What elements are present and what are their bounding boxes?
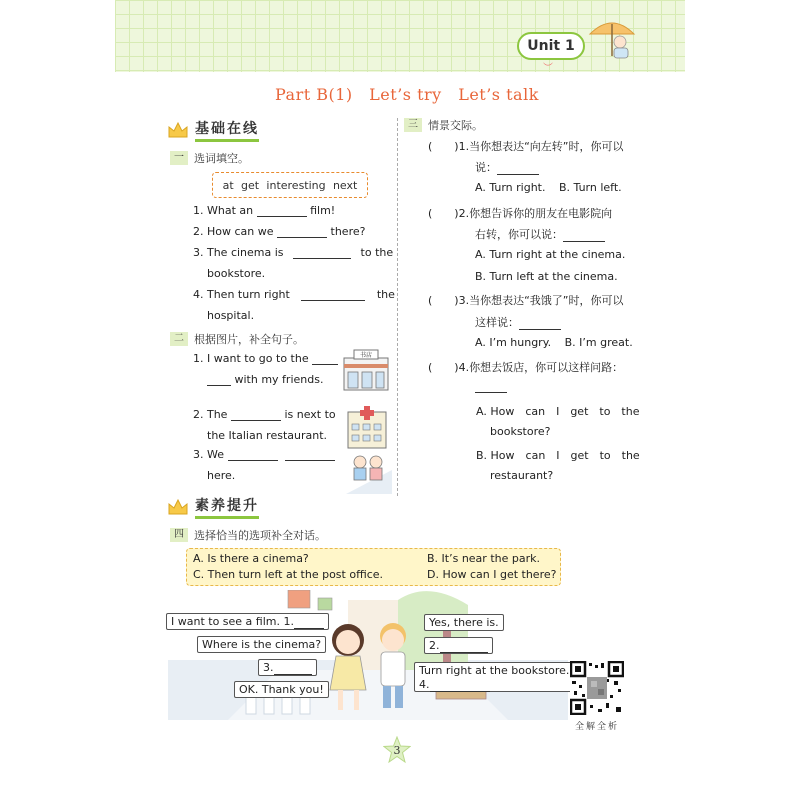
q2-item-3-cont: here. <box>207 469 236 482</box>
answer-blank[interactable] <box>274 674 312 675</box>
qr-code-icon[interactable] <box>570 661 624 715</box>
q2-item-2-text: 2. The <box>193 408 228 421</box>
question-number: 三 <box>404 118 422 132</box>
answer-blank[interactable] <box>440 652 488 653</box>
q3-item-4-text: 你想去饭店，你可以这样问路： <box>469 361 624 374</box>
dialog-bubble-girl-2: Where is the cinema? <box>197 636 326 653</box>
dialogue-scene-illustration <box>168 590 568 720</box>
answer-blank[interactable] <box>231 420 281 421</box>
answer-blank[interactable] <box>207 385 231 386</box>
option-b: B. I’m great. <box>564 336 633 349</box>
column-divider <box>397 118 398 496</box>
word-bank-item: next <box>332 178 358 192</box>
answer-blank[interactable] <box>497 174 539 175</box>
q1-item-3 <box>193 246 393 259</box>
question-2-head <box>170 331 304 347</box>
answer-blank[interactable] <box>294 628 324 629</box>
answer-blank[interactable] <box>301 300 365 301</box>
question-4-head <box>170 527 326 543</box>
q3-item-prefix: ( )2. <box>428 207 470 220</box>
q3-item-1-text: 当你想表达“向左转”时，你可以 <box>469 140 624 153</box>
q2-item-1-cont <box>207 373 323 386</box>
question-1-head <box>170 150 249 166</box>
answer-blank[interactable] <box>475 392 507 393</box>
option-a: A. Turn right. <box>475 181 546 194</box>
word-bank-item: interesting <box>266 178 326 192</box>
q3-item-4 <box>428 359 623 375</box>
answer-blank[interactable] <box>285 460 335 461</box>
q1-item-2-text: 2. How can we <box>193 225 274 238</box>
q1-item-3-cont: bookstore. <box>207 267 266 280</box>
q3-item-2 <box>428 205 612 221</box>
smiley-icon: ︶ <box>543 63 553 74</box>
answer-blank[interactable] <box>563 241 605 242</box>
q3-item-1-options <box>475 181 622 194</box>
q1-item-4-cont: hospital. <box>207 309 255 322</box>
q3-item-1-line2 <box>475 159 539 175</box>
q3-item-3-text: 当你想表达“我饿了”时，你可以 <box>469 294 624 307</box>
option-d: D. How can I get there? <box>427 568 557 581</box>
q3-item-4-option-a-cont: bookstore? <box>490 425 551 438</box>
q3-item-3 <box>428 292 623 308</box>
word-bank <box>212 172 368 198</box>
q1-item-3-end: to the <box>360 246 394 259</box>
option-b: B. Turn left. <box>559 181 622 194</box>
bookstore-sign-text: 书店 <box>359 352 373 359</box>
q2-item-1-text: 1. I want to go to the <box>193 352 309 365</box>
q3-item-4-option-a: A. How can I get to the <box>476 405 640 418</box>
umbrella-girl-illustration <box>582 12 642 67</box>
dialog-bubble-boy-1: Yes, there is. <box>424 614 504 631</box>
word-bank-item: get <box>241 178 260 192</box>
q3-item-1 <box>428 138 623 154</box>
word-bank-item: at <box>222 178 234 192</box>
crown-icon <box>167 121 189 139</box>
q2-item-3-text: 3. We <box>193 448 224 461</box>
q2-item-1 <box>193 352 338 365</box>
q1-item-4-end: the <box>376 288 395 301</box>
option-a: A. I’m hungry. <box>475 336 552 349</box>
dialog-bubble-girl-4: OK. Thank you! <box>234 681 329 698</box>
dialog-bubble-girl-1 <box>166 613 329 630</box>
q3-item-4-option-b-cont: restaurant? <box>490 469 554 482</box>
section-title-text: 素养提升 <box>195 495 259 519</box>
q3-item-prefix: ( )4. <box>428 361 470 374</box>
dialog-text: I want to see a film. 1. <box>171 615 294 628</box>
unit-badge: Unit 1 <box>517 32 585 60</box>
dialog-text-line2 <box>419 678 569 692</box>
answer-blank[interactable] <box>257 216 307 217</box>
qr-caption: 全解全析 <box>575 722 620 732</box>
q3-item-2-text: 你想告诉你的朋友在电影院向 <box>469 207 613 220</box>
option-c: C. Then turn left at the post office. <box>193 568 384 581</box>
dialog-text: 2. <box>429 639 440 652</box>
dialog-text: 4. <box>419 678 430 691</box>
question-number: 二 <box>170 332 188 346</box>
q2-item-1-end: with my friends. <box>234 373 324 386</box>
question-number: 四 <box>170 528 188 542</box>
q3-item-3-line2 <box>475 314 561 330</box>
page-number: 3 <box>393 744 401 757</box>
section-title-basic <box>167 118 259 142</box>
q3-item-3-options <box>475 336 633 349</box>
section-title-text: 基础在线 <box>195 118 259 142</box>
q3-item-2-option-a: A. Turn right at the cinema. <box>475 248 626 261</box>
q1-item-1 <box>193 204 335 217</box>
q2-item-2 <box>193 408 336 421</box>
q3-item-4-option-b: B. How can I get to the <box>476 449 640 462</box>
dialog-bubble-boy-3 <box>414 662 574 692</box>
q3-item-3-text2: 这样说： <box>475 316 519 329</box>
q3-item-2-text2: 右转，你可以说： <box>475 228 563 241</box>
hospital-picture <box>344 404 390 450</box>
q2-item-3 <box>193 448 335 461</box>
options-box <box>186 548 561 586</box>
q3-item-2-line2 <box>475 226 605 242</box>
q3-item-2-option-b: B. Turn left at the cinema. <box>475 270 618 283</box>
q2-item-2-end: is next to <box>284 408 336 421</box>
q1-item-2-end: there? <box>330 225 366 238</box>
question-instruction: 情景交际。 <box>428 119 483 132</box>
dialog-text: 3. <box>263 661 274 674</box>
q1-item-4 <box>193 288 395 301</box>
answer-blank[interactable] <box>293 258 351 259</box>
walking-kids-picture <box>346 450 392 494</box>
bookstore-picture <box>342 348 390 392</box>
answer-blank[interactable] <box>228 460 278 461</box>
question-instruction: 选词填空。 <box>194 152 249 165</box>
question-instruction: 选择恰当的选项补全对话。 <box>194 529 326 542</box>
dialog-bubble-boy-2 <box>424 637 493 654</box>
q1-item-1-end: film! <box>310 204 336 217</box>
q3-item-prefix: ( )1. <box>428 140 470 153</box>
question-number: 一 <box>170 151 188 165</box>
question-3-head <box>404 117 483 133</box>
crown-icon <box>167 498 189 516</box>
q1-item-3-text: 3. The cinema is <box>193 246 284 259</box>
answer-blank[interactable] <box>519 329 561 330</box>
q3-item-1-text2: 说： <box>475 161 497 174</box>
q1-item-1-text: 1. What an <box>193 204 254 217</box>
section-title-advanced <box>167 495 259 519</box>
option-b: B. It’s near the park. <box>427 552 540 565</box>
answer-blank[interactable] <box>312 364 338 365</box>
q1-item-4-text: 4. Then turn right <box>193 288 290 301</box>
page-title: Part B(1) Let’s try Let’s talk <box>275 85 539 104</box>
q3-item-prefix: ( )3. <box>428 294 470 307</box>
answer-blank[interactable] <box>277 237 327 238</box>
dialog-text: Turn right at the bookstore. <box>419 664 570 677</box>
dialog-bubble-girl-3 <box>258 659 317 676</box>
question-instruction: 根据图片，补全句子。 <box>194 333 304 346</box>
q1-item-2 <box>193 225 365 238</box>
option-a: A. Is there a cinema? <box>193 552 309 565</box>
q2-item-2-cont: the Italian restaurant. <box>207 429 328 442</box>
answer-blank[interactable] <box>430 691 490 692</box>
q3-item-4-blank-line <box>475 380 507 393</box>
